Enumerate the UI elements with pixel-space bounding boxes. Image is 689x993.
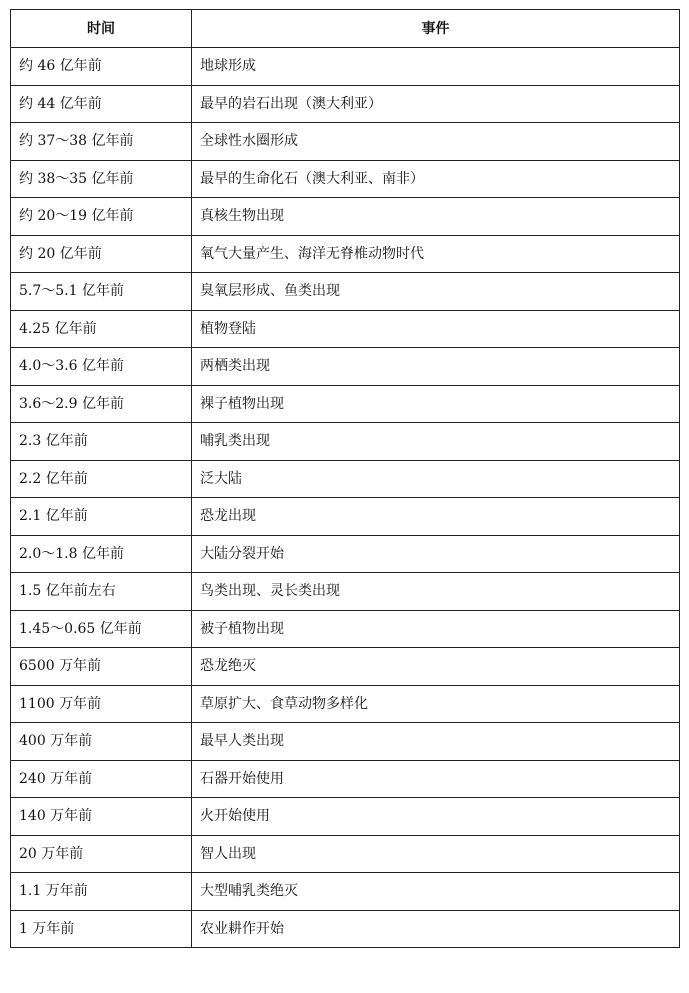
event-cell: 恐龙出现 (192, 498, 680, 536)
table-header (11, 10, 680, 48)
table-row (11, 310, 680, 348)
table-row (11, 873, 680, 911)
event-cell: 被子植物出现 (192, 610, 680, 648)
time-cell: 1.5 亿年前左右 (11, 573, 192, 611)
event-cell: 最早的生命化石（澳大利亚、南非） (192, 160, 680, 198)
time-cell: 约 38～35 亿年前 (11, 160, 192, 198)
event-cell: 智人出现 (192, 835, 680, 873)
event-cell: 植物登陆 (192, 310, 680, 348)
event-cell: 草原扩大、食草动物多样化 (192, 685, 680, 723)
time-cell: 1.45～0.65 亿年前 (11, 610, 192, 648)
table-row (11, 535, 680, 573)
table-row (11, 723, 680, 761)
event-cell: 大型哺乳类绝灭 (192, 873, 680, 911)
time-cell: 约 20～19 亿年前 (11, 198, 192, 236)
table-row (11, 760, 680, 798)
event-cell: 石器开始使用 (192, 760, 680, 798)
event-cell: 最早人类出现 (192, 723, 680, 761)
event-cell: 农业耕作开始 (192, 910, 680, 948)
event-cell: 臭氧层形成、鱼类出现 (192, 273, 680, 311)
table-row (11, 85, 680, 123)
time-cell: 约 37～38 亿年前 (11, 123, 192, 161)
event-cell: 最早的岩石出现（澳大利亚） (192, 85, 680, 123)
table-row (11, 348, 680, 386)
table-row (11, 498, 680, 536)
time-cell: 20 万年前 (11, 835, 192, 873)
event-cell: 真核生物出现 (192, 198, 680, 236)
time-cell: 5.7～5.1 亿年前 (11, 273, 192, 311)
table-row (11, 235, 680, 273)
time-cell: 约 20 亿年前 (11, 235, 192, 273)
time-cell: 约 46 亿年前 (11, 48, 192, 86)
time-cell: 400 万年前 (11, 723, 192, 761)
time-cell: 2.2 亿年前 (11, 460, 192, 498)
event-cell: 两栖类出现 (192, 348, 680, 386)
event-cell: 裸子植物出现 (192, 385, 680, 423)
event-cell: 恐龙绝灭 (192, 648, 680, 686)
event-cell: 哺乳类出现 (192, 423, 680, 461)
table-row (11, 835, 680, 873)
table-row (11, 648, 680, 686)
time-cell: 1.1 万年前 (11, 873, 192, 911)
event-cell: 泛大陆 (192, 460, 680, 498)
time-cell: 1100 万年前 (11, 685, 192, 723)
table-row (11, 423, 680, 461)
timeline-table (10, 9, 680, 948)
time-cell: 1 万年前 (11, 910, 192, 948)
table-body (11, 48, 680, 948)
time-cell: 2.0～1.8 亿年前 (11, 535, 192, 573)
table-row (11, 123, 680, 161)
event-column-header: 事件 (192, 10, 680, 48)
event-cell: 全球性水圈形成 (192, 123, 680, 161)
event-cell: 火开始使用 (192, 798, 680, 836)
time-cell: 4.25 亿年前 (11, 310, 192, 348)
table-row (11, 48, 680, 86)
table-row (11, 798, 680, 836)
table-row (11, 610, 680, 648)
table-row (11, 573, 680, 611)
time-cell: 2.3 亿年前 (11, 423, 192, 461)
time-cell: 2.1 亿年前 (11, 498, 192, 536)
event-cell: 大陆分裂开始 (192, 535, 680, 573)
table-row (11, 160, 680, 198)
table-row (11, 460, 680, 498)
time-cell: 约 44 亿年前 (11, 85, 192, 123)
table-row (11, 685, 680, 723)
event-cell: 鸟类出现、灵长类出现 (192, 573, 680, 611)
time-cell: 6500 万年前 (11, 648, 192, 686)
time-cell: 3.6～2.9 亿年前 (11, 385, 192, 423)
event-cell: 氧气大量产生、海洋无脊椎动物时代 (192, 235, 680, 273)
table-row (11, 273, 680, 311)
event-cell: 地球形成 (192, 48, 680, 86)
time-cell: 4.0～3.6 亿年前 (11, 348, 192, 386)
header-row (11, 10, 680, 48)
time-cell: 140 万年前 (11, 798, 192, 836)
table-row (11, 198, 680, 236)
time-cell: 240 万年前 (11, 760, 192, 798)
table-row (11, 385, 680, 423)
table-row (11, 910, 680, 948)
time-column-header: 时间 (11, 10, 192, 48)
